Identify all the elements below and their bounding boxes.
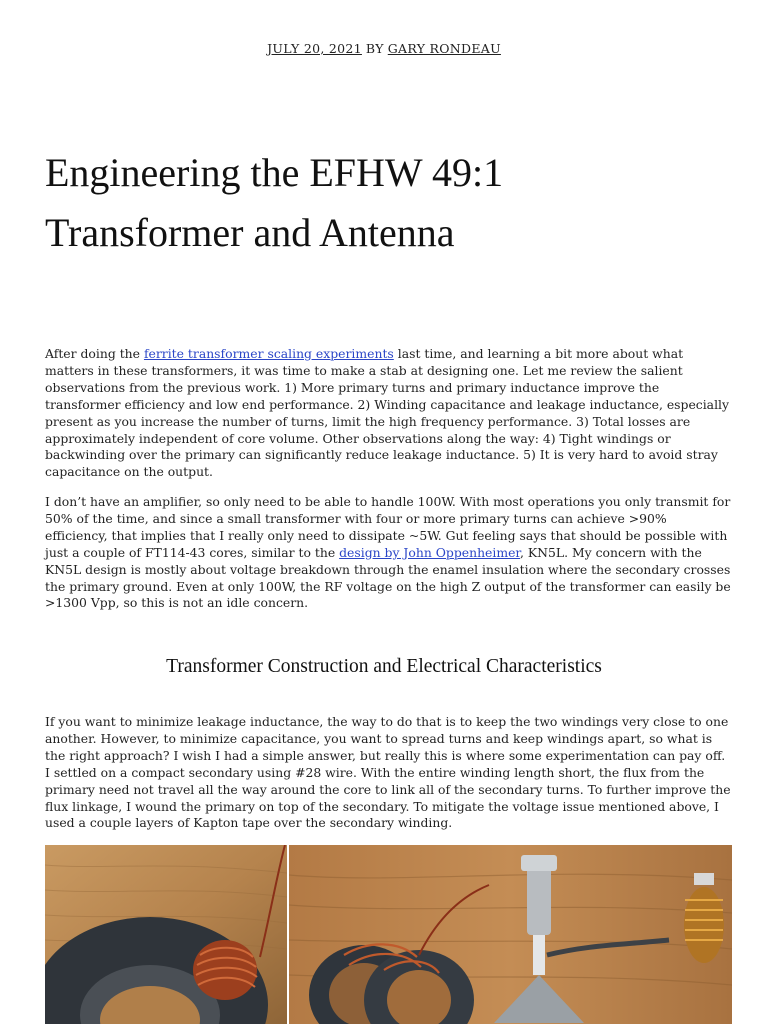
construction-paragraph: If you want to minimize leakage inductance, the way to do that is to keep the two windings very close to one another. However, to minimize capacitance, you want to spread turns and keep windings apart, so what is the right approach? I wish I had a simple answer, but really this is where some experimentation can pay off. I settled on a compact secondary using #28 wire. With the entire winding length short, the flux from the primary need not travel all the way around the core to link all of the secondary turns. To further improve the flux linkage, I wound the primary on top of the secondary. To mitigate the voltage issue mentioned above, I used a couple layers of Kapton tape over the secondary winding. — [45, 714, 731, 831]
byline-by: BY — [365, 41, 384, 56]
post-title-line-1: Engineering the EFHW 49:1 — [45, 150, 504, 195]
post-meta — [0, 41, 768, 56]
intro-paragraph — [45, 346, 731, 481]
design-text-after: , KN5L. My concern with the KN5L design is mostly about voltage breakdown through the enamel insulation where the secondary crosses the primary ground. Even at only 100W, the RF voltage on the high Z output of the transformer can easily be >1300 Vpp, so this is not an idle concern. — [45, 544, 731, 611]
transformer-assembly-photo — [289, 845, 732, 1024]
ferrite-experiments-link[interactable]: ferrite transformer scaling experiments — [143, 346, 394, 361]
intro-text-after: last time, and learning a bit more about what matters in these transformers, it was time to make a stab at designing one. Let me review the salient observations from the previous work. 1) More primary turns and primary inductance improve the transformer efficiency and low end performance. 2) Winding capacitance and leakage inductance, especially present as you increase the number of turns, limit the high frequency performance. 3) Total losses are approximately independent of core volume. Other observations along the way: 4) Tight windings or backwinding over the primary can significantly reduce leakage inductance. 5) It is very hard to avoid stray capacitance on the output. — [45, 346, 729, 480]
toroid-closeup-photo — [45, 845, 287, 1024]
design-text-before: I don’t have an amplifier, so only need to be able to handle 100W. With most operations you only transmit for 50% of the time, and since a small transformer with four or more primary turns can achieve >90% efficiency, that implies that I really only need to dissipate ~5W. Gut feeling says that should be possible with just a couple of FT114-43 cores, similar to the — [45, 494, 731, 560]
section-heading: Transformer Construction and Electrical Characteristics — [166, 656, 602, 677]
author-link[interactable]: GARY RONDEAU — [387, 41, 501, 56]
design-paragraph — [45, 494, 731, 612]
post-date-link[interactable]: JULY 20, 2021 — [267, 41, 362, 56]
post-title — [45, 143, 735, 263]
post-title-line-2: Transformer and Antenna — [45, 210, 455, 255]
oppenheimer-design-link[interactable]: design by John Oppenheimer — [339, 544, 520, 560]
intro-text-before: After doing the — [45, 346, 144, 361]
